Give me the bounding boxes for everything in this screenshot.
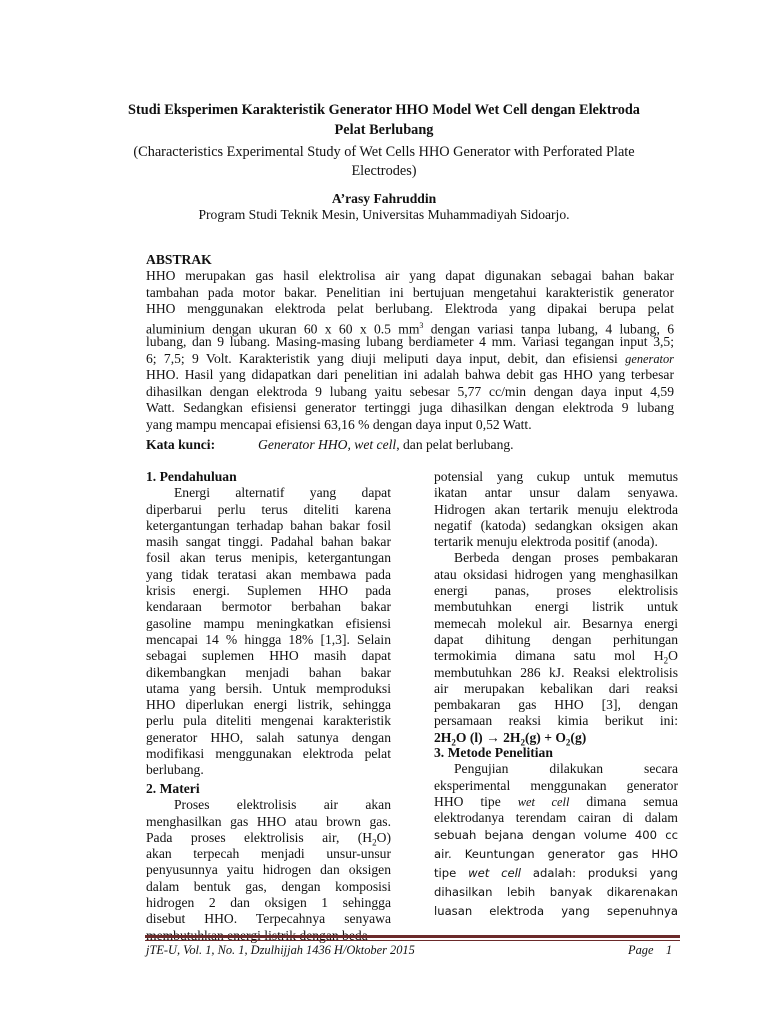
italic-wet-cell: wet cell (468, 866, 522, 881)
abstract-line-efficiency (146, 351, 674, 368)
keywords-italic: Generator HHO, wet cell (258, 437, 397, 452)
body-line-wetcell (434, 864, 678, 883)
abstract-line: lubang, dan 9 lubang. Masing-masing lubang berdiameter 4 mm. Variasi tegangan input 3,5; (146, 334, 674, 350)
paper-subtitle: (Characteristics Experimental Study of Wet Cells HHO Generator with Perforated Plate Electrodes) (133, 144, 635, 179)
body-line: dapat dihitung dengan perhitungan (434, 631, 678, 647)
body-line: berlubang. (146, 762, 204, 778)
body-line: modifikasi menggunakan elektroda pelat (146, 746, 391, 762)
abstract-heading: ABSTRAK (146, 252, 212, 267)
left-column (146, 469, 391, 779)
body-line: dalam bentuk gas, dengan komposisi (146, 878, 391, 894)
body-line: eksperimental menggunakan generator (434, 777, 678, 793)
equation-part: (g) + O (524, 729, 566, 745)
body-line: luasan elektroda yang sepenuhnya (434, 904, 678, 919)
body-line: disebut HHO. Terpecahnya senyawa (146, 911, 391, 927)
body-line-part: O) (376, 829, 391, 845)
abstract-line: HHO. Hasil yang didapatkan dari penelitian ini adalah bahwa debit gas HHO yang terbesar (146, 367, 674, 383)
subscript: 2 (565, 737, 571, 748)
body-line: air merupakan kebalikan dari reaksi (434, 680, 678, 696)
body-line: ikatan antar unsur dalam senyawa. (434, 485, 678, 501)
author-affiliation: Program Studi Teknik Mesin, Universitas Muhammadiyah Sidoarjo. (198, 207, 570, 222)
body-line: air. Keuntungan generator gas HHO (434, 847, 678, 862)
body-line: Hidrogen akan tertarik menuju elektroda (434, 501, 678, 517)
section-heading-materi: 2. Materi (146, 781, 200, 796)
footer-rule-thick (145, 935, 680, 938)
footer-journal-info: jTE-U, Vol. 1, No. 1, Dzulhijjah 1436 H/Oktober 2015 (146, 943, 415, 957)
body-line: Proses elektrolisis air akan (174, 797, 391, 813)
body-line-part: O (668, 648, 678, 664)
keywords (146, 437, 514, 453)
footer-page-label: Page (628, 943, 654, 957)
body-line-h2o (146, 830, 391, 846)
equation-part: (g) (570, 729, 587, 745)
subscript: 2 (451, 737, 456, 748)
body-line: sebuah bejana dengan volume 400 cc (434, 828, 678, 843)
left-column-materi (146, 781, 391, 944)
abstract-line-units (146, 318, 674, 335)
abstract-line: HHO menggunakan elektroda pelat berlubang. Elektroda yang dipakai berupa pelat (146, 301, 674, 317)
body-line: krisis energi. Suplemen HHO pada (146, 583, 391, 599)
body-line: utama yang bersih. Untuk memproduksi (146, 680, 391, 696)
body-line: mencapai 14 % hingga 18% [1,3]. Selain (146, 631, 391, 647)
abstract-line: dihasilkan dengan elektroda 9 lubang yaitu sebesar 5,77 cc/min dengan daya input 4,59 (146, 383, 674, 399)
body-line: kendaraan bermotor berbahan bakar (146, 599, 391, 615)
body-line: fosil akan terus menipis, ketergantungan (146, 550, 391, 566)
body-line: membutuhkan energi listrik untuk (434, 599, 678, 615)
body-line: atau oksidasi hidrogen yang menghasilkan (434, 566, 678, 582)
body-line: ketergantungan terhadap bahan bakar fosil (146, 517, 391, 533)
body-line-part: adalah: produksi yang (521, 866, 679, 881)
subscript: 2 (520, 737, 525, 748)
abstract-line-part: 6; 7,5; 9 Volt. Karakteristik yang diuji meliputi daya input, debit, dan efisiensi (146, 350, 618, 366)
body-line: gasoline mampu meningkatkan efisiensi (146, 615, 391, 631)
body-line-part: HHO tipe (434, 793, 518, 809)
abstract-line-part: aluminium dengan ukuran 60 x 60 x 0.5 mm (146, 321, 420, 337)
body-line-part: termokimia dimana satu mol H (434, 648, 664, 664)
body-line: sebagai suplemen HHO masih dapat (146, 648, 391, 664)
abstract-line-part: dengan variasi tanpa lubang, 4 lubang, 6 (423, 321, 674, 337)
body-line: perlu pula diteliti mengenai karakteristik (146, 713, 391, 729)
equation-part: O (l) → 2H (455, 729, 521, 745)
body-line-part: Pada proses elektrolisis air, (H (146, 829, 373, 845)
body-line: tertarik menuju elektroda positif (anoda). (434, 534, 658, 550)
body-line: generator HHO, salah satunya dengan (146, 729, 391, 745)
body-line: akan terpecah menjadi unsur-unsur (146, 846, 391, 862)
abstract-line: Watt. Sedangkan efisiensi generator tertinggi juga dihasilkan dengan elektroda 9 lubang (146, 400, 674, 416)
body-line: memecah molekul air. Besarnya energi (434, 615, 678, 631)
body-line: yang tidak teratasi akan membawa pada (146, 566, 391, 582)
abstract-line: HHO merupakan gas hasil elektrolisa air yang dapat digunakan sebagai bahan bakar (146, 268, 674, 283)
body-line: potensial yang cukup untuk memutus (434, 469, 678, 484)
abstract-italic-generator: generator (625, 351, 675, 366)
body-line: energi panas, proses elektrolisis (434, 583, 678, 599)
body-line: Berbeda dengan proses pembakaran (454, 550, 678, 566)
body-line: penyusunnya yaitu hidrogen dan oksigen (146, 862, 391, 878)
body-line: menghasilkan gas HHO atau brown gas. (146, 813, 391, 829)
body-line: dihasilkan lebih banyak dikarenakan (434, 885, 678, 900)
body-line: diperbarui perlu terus diteliti karena (146, 501, 391, 517)
section-heading-metode: 3. Metode Penelitian (434, 745, 553, 760)
abstract-line: tambahan pada motor bakar. Penelitian ini bertujuan mengetahui karakteristik generator (146, 284, 674, 300)
body-line: negatif (katoda) sedangkan oksigen akan (434, 517, 678, 533)
body-line: Energi alternatif yang dapat (174, 485, 391, 501)
superscript: 3 (419, 320, 424, 330)
subscript: 2 (372, 837, 377, 848)
right-column-metode (434, 745, 678, 921)
footer-rule-thin (145, 940, 680, 941)
body-line: HHO diperlukan energi listrik, sehingga (146, 697, 391, 713)
body-line-part: dimana semua (569, 793, 678, 809)
abstract-body (146, 268, 674, 433)
right-column (434, 469, 678, 746)
body-line-wetcell (434, 794, 678, 810)
keywords-rest: , dan pelat berlubang. (396, 437, 514, 452)
body-line: elektrodanya terendam cairan di dalam (434, 810, 678, 826)
body-line-part: tipe (434, 866, 469, 881)
body-line: persamaan reaksi kimia berikut ini: (434, 713, 678, 729)
keywords-label: Kata kunci: (146, 437, 216, 452)
footer-page-number (628, 943, 672, 958)
body-line: membutuhkan 286 kJ. Reaksi elektrolisis (434, 664, 678, 680)
body-line: pembakaran gas HHO [3], dengan (434, 697, 678, 713)
section-heading-pendahuluan: 1. Pendahuluan (146, 469, 237, 484)
body-line: Pengujian dilakukan secara (454, 761, 678, 777)
author-name: A’rasy Fahruddin (331, 191, 437, 206)
keywords-text (258, 437, 514, 453)
italic-wet-cell: wet cell (517, 794, 570, 809)
body-line-h2o (434, 648, 678, 664)
equation-part: 2H (434, 729, 452, 745)
body-line: hidrogen 2 dan oksigen 1 sehingga (146, 895, 391, 911)
subscript: 2 (663, 655, 669, 666)
paper-title: Studi Eksperimen Karakteristik Generator HHO Model Wet Cell dengan Elektroda Pelat Berlubang (128, 102, 640, 138)
body-line: masih sangat tinggi. Padahal bahan bakar (146, 534, 391, 550)
reaction-equation (434, 730, 678, 746)
footer-page-num: 1 (665, 943, 673, 957)
body-line: dikembangkan menjadi bahan bakar (146, 664, 391, 680)
abstract-line: yang mampu mencapai efisiensi 63,16 % dengan daya input 0,52 Watt. (146, 416, 532, 432)
